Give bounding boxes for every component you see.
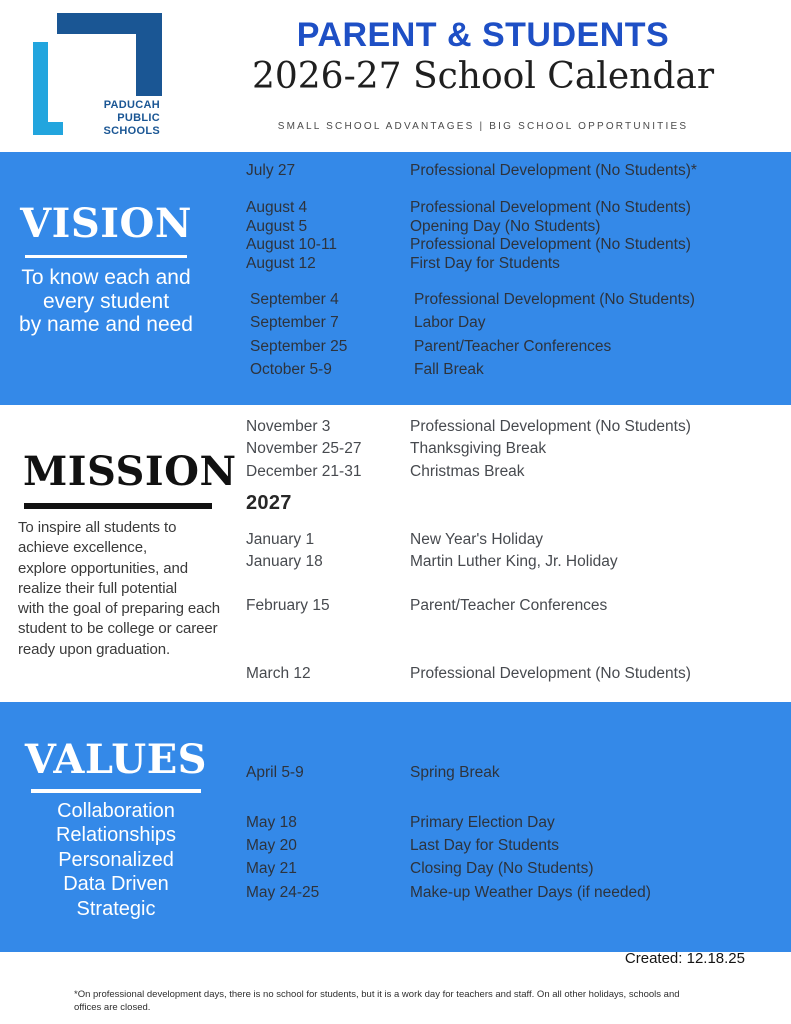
event-date: January 18 <box>246 553 323 571</box>
divider <box>24 503 212 509</box>
footnote-line: offices are closed. <box>74 1002 151 1014</box>
calendar-row <box>246 461 761 483</box>
event-date: September 7 <box>250 314 339 332</box>
values-item: Collaboration <box>57 800 175 822</box>
event-label: Primary Election Day <box>410 814 555 831</box>
event-label: Professional Development (No Students) <box>410 199 691 216</box>
april-group <box>246 763 761 782</box>
vision-heading: VISION <box>20 200 192 247</box>
mission-line: realize their full potential <box>18 579 177 597</box>
logo-line: SCHOOLS <box>103 125 160 137</box>
mission-section <box>18 450 248 660</box>
vision-section <box>0 202 212 337</box>
event-date: May 21 <box>246 860 297 878</box>
values-section <box>10 738 222 921</box>
event-date: August 4 <box>246 199 308 216</box>
calendar-row <box>246 596 761 615</box>
event-label: Make-up Weather Days (if needed) <box>410 883 651 901</box>
event-label: Spring Break <box>410 764 500 781</box>
event-date: April 5-9 <box>246 764 304 781</box>
calendar-row <box>246 199 761 218</box>
calendar-row <box>246 834 761 857</box>
event-label: Professional Development (No Students) <box>410 665 691 682</box>
mission-line: student to be college or career <box>18 620 218 638</box>
calendar-row <box>246 438 761 460</box>
event-label: Closing Day (No Students) <box>410 860 594 878</box>
calendar-row <box>246 161 761 180</box>
event-label: Labor Day <box>414 314 486 332</box>
july-group <box>246 161 761 180</box>
footnote-line: *On professional development days, there is no school for students, but it is a work day for teachers and staff. On all other holidays, schools and <box>74 989 680 1000</box>
march-group <box>246 664 761 683</box>
vision-line: To know each and <box>21 266 191 289</box>
event-date: November 3 <box>246 418 331 435</box>
mission-line: with the goal of preparing each <box>18 600 221 618</box>
event-label: Fall Break <box>414 361 484 379</box>
mission-line: ready upon graduation. <box>18 640 171 658</box>
event-date: August 12 <box>246 255 316 273</box>
calendar-row <box>246 236 761 255</box>
mission-line: explore opportunities, and <box>18 559 189 577</box>
header-titles <box>185 0 781 132</box>
event-date: October 5-9 <box>250 361 332 379</box>
calendar-row <box>250 335 761 358</box>
event-label: First Day for Students <box>410 255 560 273</box>
calendar-row <box>246 763 761 782</box>
tagline: SMALL SCHOOL ADVANTAGES | BIG SCHOOL OPPORTUNITIES <box>277 121 689 132</box>
calendar-row <box>250 358 761 381</box>
vision-line: every student <box>42 289 170 313</box>
event-label: Professional Development (No Students)* <box>410 162 697 179</box>
divider <box>25 255 187 258</box>
logo-mark-icon <box>136 13 162 96</box>
values-item: Strategic <box>76 897 156 920</box>
event-date: December 21-31 <box>246 462 362 480</box>
event-label: Professional Development (No Students) <box>410 418 691 435</box>
event-date: September 4 <box>250 291 339 308</box>
mission-line: achieve excellence, <box>18 539 148 557</box>
logo-wordmark <box>60 99 160 138</box>
event-date: May 20 <box>246 837 297 855</box>
calendar-row <box>246 551 761 573</box>
year-heading: 2027 <box>246 492 292 514</box>
event-date: September 25 <box>250 337 348 355</box>
event-date: March 12 <box>246 665 311 682</box>
event-label: Opening Day (No Students) <box>410 217 601 235</box>
calendar-row <box>250 311 761 334</box>
vision-line: by name and need <box>19 313 193 336</box>
mission-heading: MISSION <box>23 448 237 495</box>
values-item: Relationships <box>55 824 177 847</box>
event-date: August 10-11 <box>246 236 338 254</box>
calendar-row <box>246 255 761 274</box>
event-date: January 1 <box>246 531 315 548</box>
created-date: Created: 12.18.25 <box>624 950 745 967</box>
event-date: February 15 <box>246 597 330 614</box>
logo-line: PUBLIC <box>117 112 160 124</box>
event-label: Thanksgiving Break <box>410 440 547 458</box>
values-item: Data Driven <box>63 873 169 896</box>
mission-statement <box>18 518 248 660</box>
november-december-group <box>246 416 761 483</box>
calendar-row <box>246 881 761 904</box>
february-group <box>246 596 761 615</box>
september-october-group <box>246 288 761 382</box>
values-list <box>10 799 222 921</box>
calendar-row <box>246 529 761 551</box>
august-group <box>246 199 761 274</box>
event-label: Last Day for Students <box>410 837 560 855</box>
divider <box>31 789 201 793</box>
calendar-row <box>246 218 761 237</box>
event-date: November 25-27 <box>246 440 362 458</box>
event-date: August 5 <box>246 217 308 235</box>
may-group <box>246 811 761 904</box>
event-date: May 18 <box>246 814 297 831</box>
calendar-row <box>246 416 761 438</box>
calendar-row <box>250 288 761 311</box>
mission-line: To inspire all students to <box>18 519 177 536</box>
event-label: Professional Development (No Students) <box>414 291 695 308</box>
logo-line: PADUCAH <box>103 99 160 111</box>
logo-mark-icon <box>33 122 63 135</box>
values-item: Personalized <box>58 848 174 871</box>
page-title: PARENT & STUDENTS <box>296 16 670 54</box>
page-subtitle: 2026-27 School Calendar <box>251 56 715 97</box>
event-label: Martin Luther King, Jr. Holiday <box>410 553 618 571</box>
calendar-row <box>246 857 761 880</box>
vision-statement <box>0 266 212 337</box>
event-label: New Year's Holiday <box>410 531 544 548</box>
event-label: Professional Development (No Students) <box>410 236 691 254</box>
values-heading: VALUES <box>24 736 208 783</box>
calendar-row <box>246 664 761 683</box>
january-group <box>246 529 761 574</box>
event-date: May 24-25 <box>246 883 320 901</box>
footnote <box>74 988 754 1014</box>
event-label: Christmas Break <box>410 462 525 480</box>
event-date: July 27 <box>246 162 296 179</box>
event-label: Parent/Teacher Conferences <box>414 337 612 355</box>
calendar-row <box>246 811 761 834</box>
event-label: Parent/Teacher Conferences <box>410 597 608 614</box>
